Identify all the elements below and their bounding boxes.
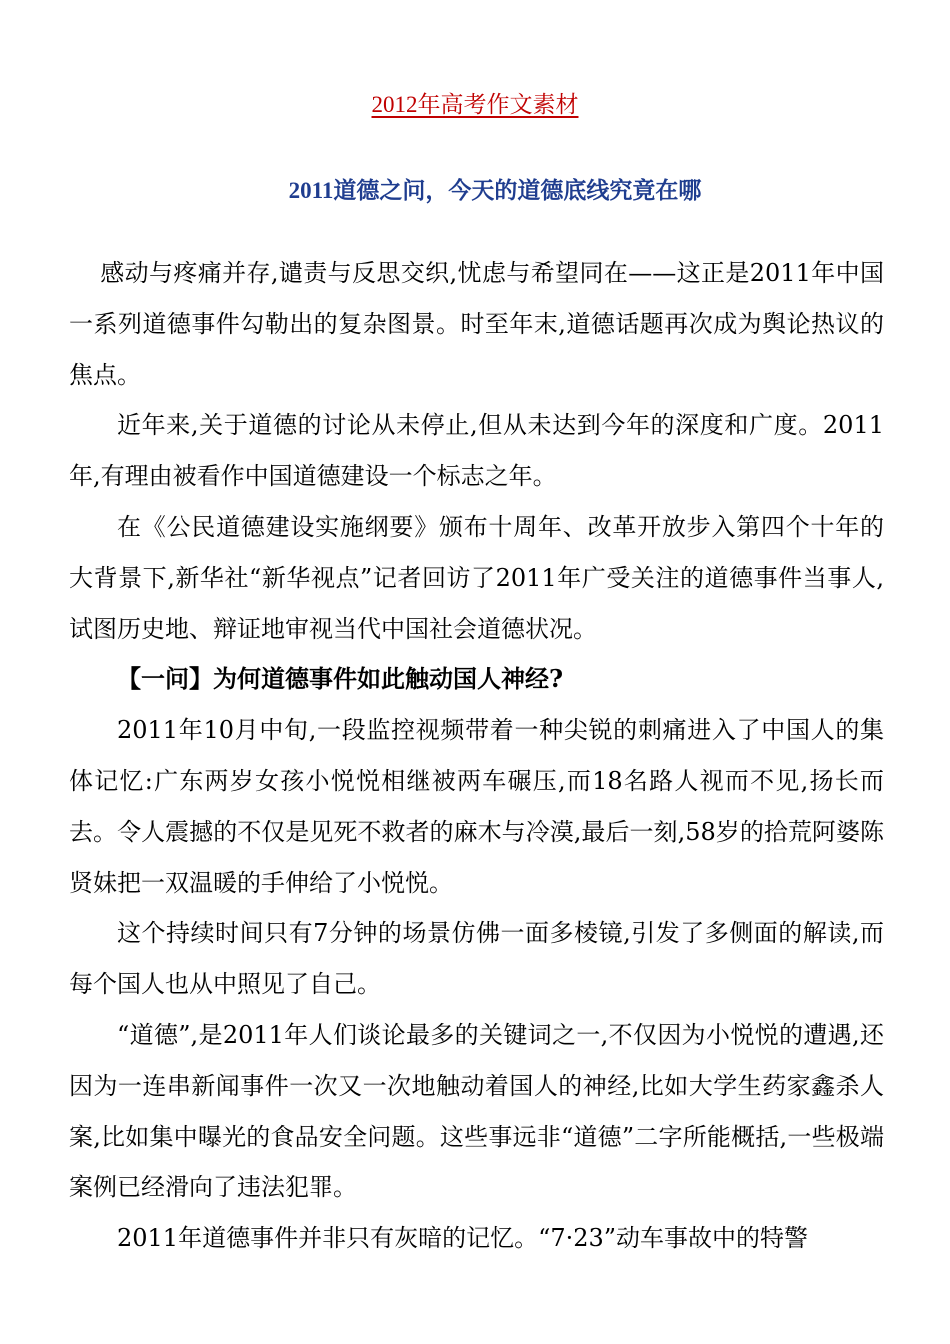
paragraph: 2011年道德事件并非只有灰暗的记忆。“7·23”动车事故中的特警 xyxy=(117,1224,809,1253)
document-header: 2012年高考作文素材 xyxy=(371,92,579,117)
document-body xyxy=(69,248,884,1264)
paragraph: 近年来,关于道德的讨论从未停止,但从未达到今年的深度和广度。2011年,有理由被看作中国道德建设一个标志之年。 xyxy=(69,411,884,491)
paragraph: 感动与疼痛并存,谴责与反思交织,忧虑与希望同在——这正是2011年中国一系列道德事件勾勒出的复杂图景。时至年末,道德话题再次成为舆论热议的焦点。 xyxy=(69,259,884,389)
section-heading: 【一问】为何道德事件如此触动国人神经? xyxy=(117,664,564,694)
paragraph: 2011年10月中旬,一段监控视频带着一种尖锐的刺痛进入了中国人的集体记忆:广东两岁女孩小悦悦相继被两车碾压,而18名路人视而不见,扬长而去。令人震撼的不仅是见死不救者的麻木与冷漠,最后一刻,58岁的拾荒阿婆陈贤妹把一双温暖的手伸给了小悦悦。 xyxy=(69,716,884,897)
paragraph: 这个持续时间只有7分钟的场景仿佛一面多棱镜,引发了多侧面的解读,而每个国人也从中照见了自己。 xyxy=(69,919,884,999)
paragraph: 在《公民道德建设实施纲要》颁布十周年、改革开放步入第四个十年的大背景下,新华社“新华视点”记者回访了2011年广受关注的道德事件当事人,试图历史地、辩证地审视当代中国社会道德状况。 xyxy=(69,512,884,643)
document-title: 2011道德之问，今天的道德底线究竟在哪 xyxy=(288,178,702,203)
paragraph: “道德”,是2011年人们谈论最多的关键词之一,不仅因为小悦悦的遭遇,还因为一连串新闻事件一次又一次地触动着国人的神经,比如大学生药家鑫杀人案,比如集中曝光的食品安全问题。这些事远非“道德”二字所能概括,一些极端案例已经滑向了违法犯罪。 xyxy=(69,1020,884,1202)
